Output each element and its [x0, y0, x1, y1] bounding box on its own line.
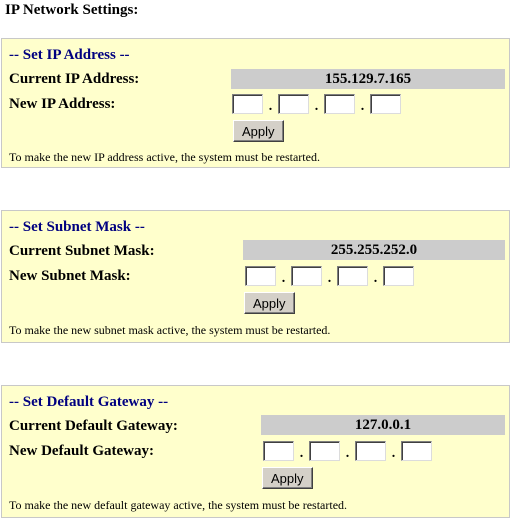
new-subnet-octet-1[interactable] — [245, 266, 276, 286]
octet-separator: . — [391, 446, 396, 461]
new-gateway-octet-4[interactable] — [401, 441, 432, 461]
page-title: IP Network Settings: — [5, 2, 139, 18]
octet-separator: . — [268, 99, 273, 114]
new-gateway-octet-1[interactable] — [263, 441, 294, 461]
new-subnet-octet-2[interactable] — [291, 266, 322, 286]
ip-address-section-title: -- Set IP Address -- — [9, 47, 130, 63]
new-ip-octets — [232, 92, 401, 114]
current-ip-label: Current IP Address: — [9, 71, 140, 87]
octet-separator: . — [360, 99, 365, 114]
default-gateway-section-title: -- Set Default Gateway -- — [9, 394, 169, 410]
octet-separator: . — [299, 446, 304, 461]
current-default-gateway-value: 127.0.0.1 — [261, 415, 505, 435]
new-subnet-octet-3[interactable] — [337, 266, 368, 286]
new-default-gateway-label: New Default Gateway: — [9, 443, 154, 459]
current-subnet-mask-label: Current Subnet Mask: — [9, 243, 155, 259]
octet-separator: . — [314, 99, 319, 114]
new-subnet-mask-octets — [245, 264, 414, 286]
subnet-mask-section-title: -- Set Subnet Mask -- — [9, 219, 145, 235]
octet-separator: . — [345, 446, 350, 461]
current-ip-value: 155.129.7.165 — [231, 69, 505, 89]
octet-separator: . — [373, 271, 378, 286]
current-default-gateway-label: Current Default Gateway: — [9, 418, 178, 434]
ip-restart-note: To make the new IP address active, the system must be restarted. — [9, 150, 320, 164]
gateway-restart-note: To make the new default gateway active, the system must be restarted. — [9, 498, 348, 512]
new-gateway-octet-3[interactable] — [355, 441, 386, 461]
ip-address-panel — [1, 38, 510, 168]
octet-separator: . — [281, 271, 286, 286]
octet-separator: . — [327, 271, 332, 286]
apply-subnet-mask-button[interactable]: Apply — [244, 292, 295, 314]
new-gateway-octet-2[interactable] — [309, 441, 340, 461]
new-ip-octet-2[interactable] — [278, 94, 309, 114]
default-gateway-panel — [1, 385, 510, 518]
new-subnet-mask-label: New Subnet Mask: — [9, 268, 131, 284]
new-ip-octet-4[interactable] — [370, 94, 401, 114]
apply-default-gateway-button[interactable]: Apply — [262, 467, 313, 489]
new-default-gateway-octets — [263, 439, 432, 461]
new-ip-octet-1[interactable] — [232, 94, 263, 114]
apply-ip-button[interactable]: Apply — [233, 120, 284, 142]
new-subnet-octet-4[interactable] — [383, 266, 414, 286]
new-ip-octet-3[interactable] — [324, 94, 355, 114]
new-ip-label: New IP Address: — [9, 96, 116, 112]
subnet-restart-note: To make the new subnet mask active, the system must be restarted. — [9, 323, 331, 337]
current-subnet-mask-value: 255.255.252.0 — [243, 240, 505, 260]
subnet-mask-panel — [1, 210, 510, 343]
